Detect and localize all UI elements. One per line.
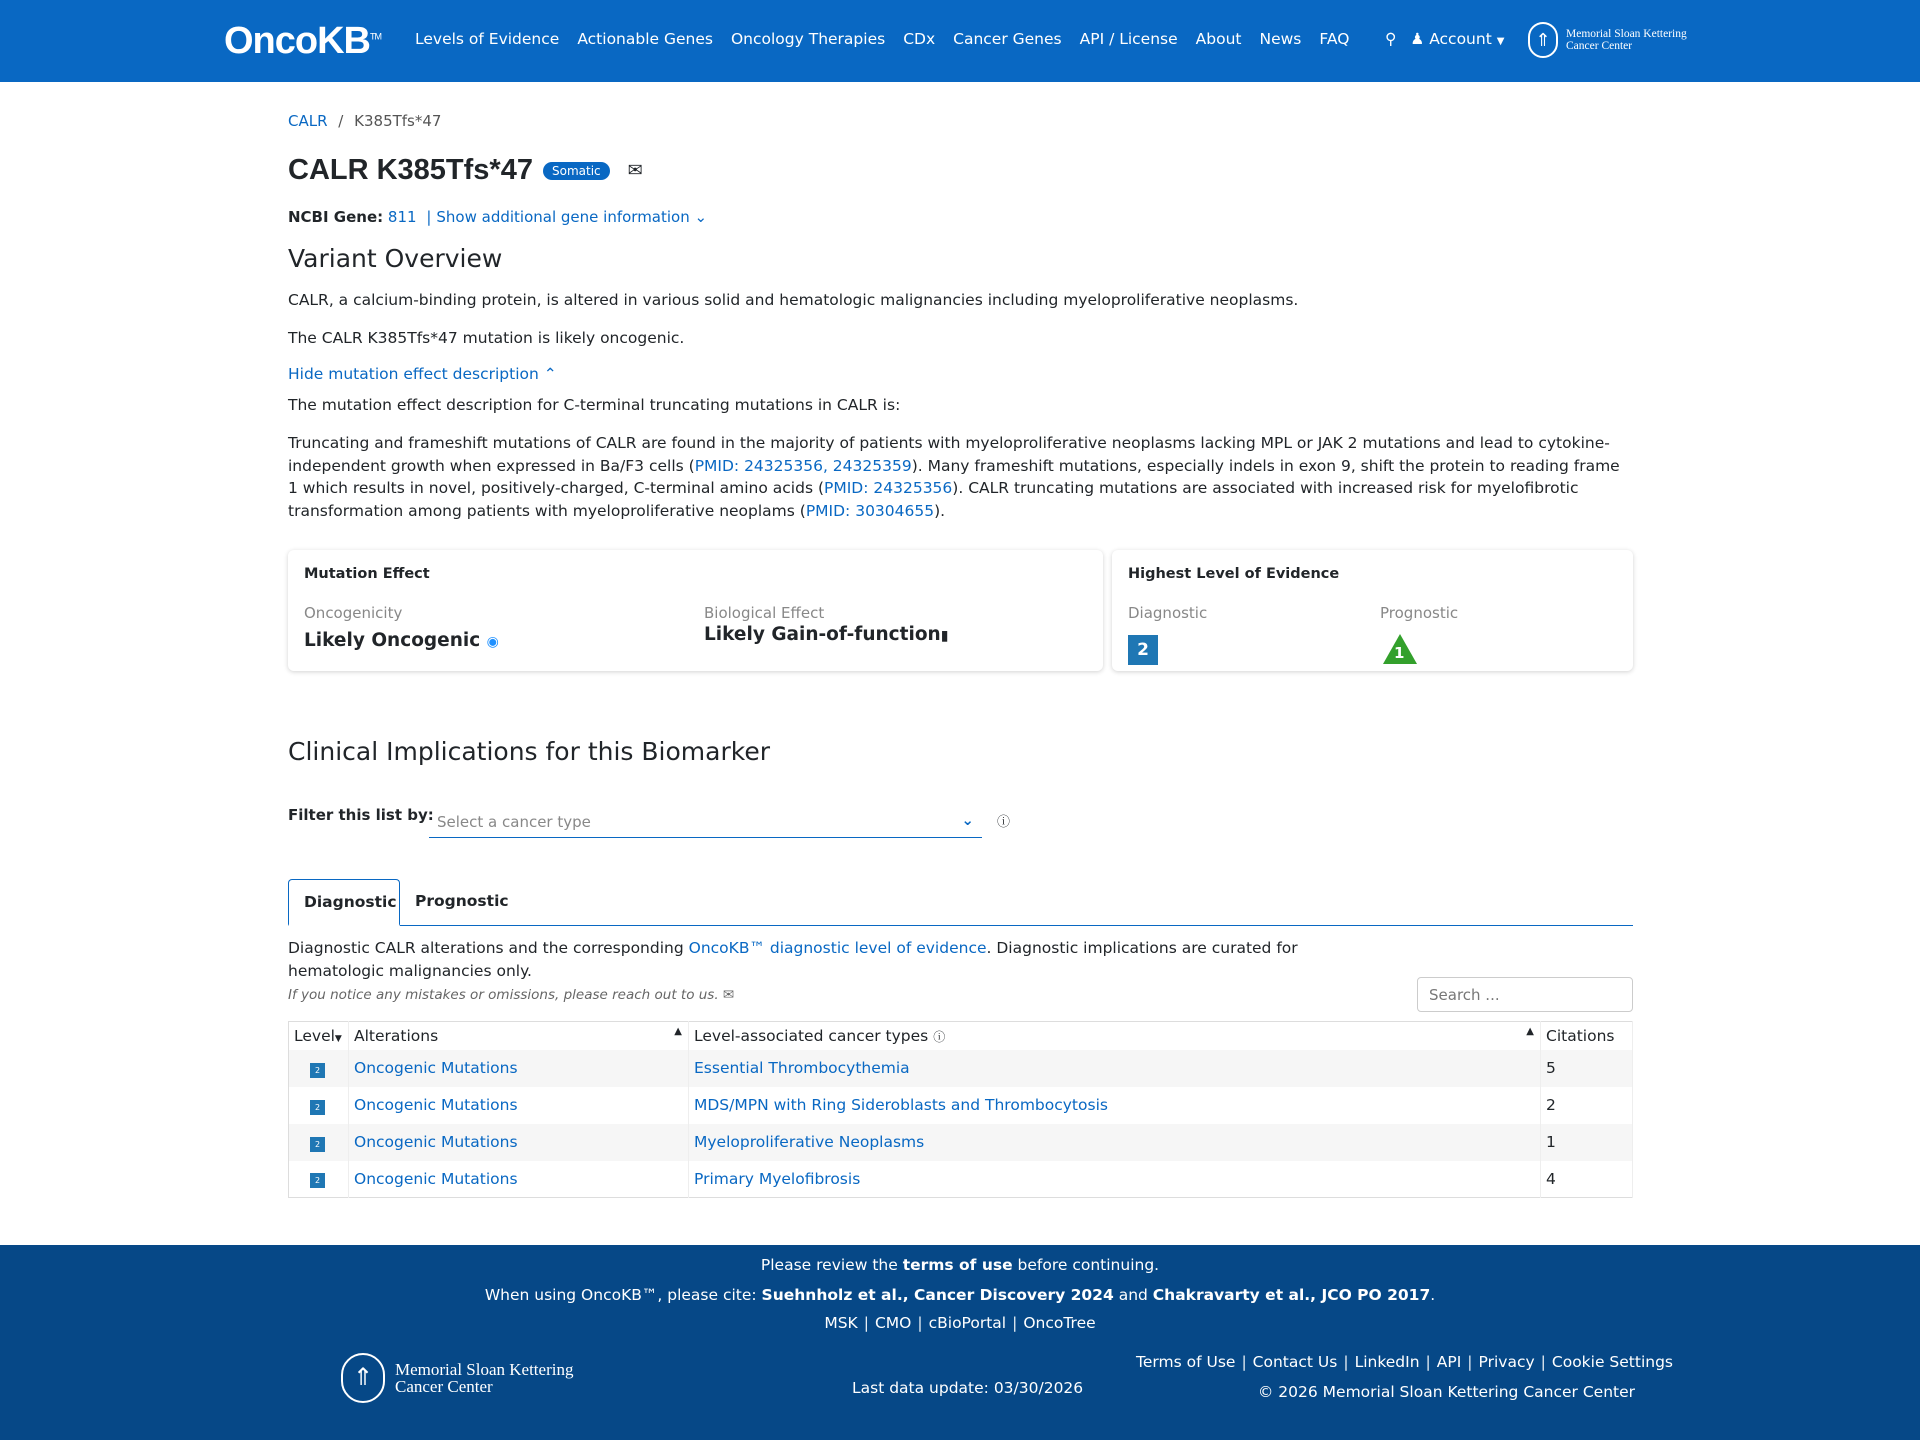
pmid-link[interactable]: PMID: 24325356, 24325359 <box>694 456 912 475</box>
account-label: Account <box>1429 30 1492 48</box>
citations-count[interactable]: 5 <box>1541 1050 1633 1087</box>
footer-link-linkedin[interactable]: LinkedIn <box>1354 1353 1420 1371</box>
citations-count[interactable]: 2 <box>1541 1087 1633 1124</box>
msk-logo[interactable] <box>1528 22 1687 58</box>
msk-line1: Memorial Sloan Kettering <box>395 1360 574 1379</box>
table-row <box>289 1050 1633 1087</box>
implications-table <box>288 1021 1633 1198</box>
nav-news[interactable]: News <box>1259 30 1302 48</box>
citations-count[interactable]: 4 <box>1541 1161 1633 1198</box>
biological-effect-value <box>704 624 948 645</box>
level-2-icon: 2 <box>310 1173 325 1188</box>
top-navbar <box>0 0 1920 82</box>
column-header-citations[interactable]: Citations <box>1541 1022 1633 1050</box>
footer-link-msk[interactable]: MSK <box>824 1314 858 1332</box>
pmid-link[interactable]: PMID: 24325356 <box>824 479 953 497</box>
breadcrumb-gene[interactable]: CALR <box>288 112 328 130</box>
sort-icon: ▲ <box>674 1026 682 1037</box>
mail-icon[interactable]: ✉ <box>722 987 735 1003</box>
desc-text: ). CALR truncating mutations are associated with increased risk for myelofibrotic transformation among patients with myeloproliferative neoplams ( <box>288 479 1579 520</box>
chevron-down-icon: ⌄ <box>961 811 974 829</box>
overview-summary: CALR, a calcium-binding protein, is altered in various solid and hematologic malignancies including myeloproliferative neoplasms. <box>288 291 1299 309</box>
tab-diagnostic[interactable]: Diagnostic <box>288 879 400 926</box>
desc-text: Diagnostic CALR alterations and the corresponding <box>288 939 689 957</box>
msk-line2: Cancer Center <box>395 1377 493 1396</box>
nav-about[interactable]: About <box>1195 30 1242 48</box>
variant-overview-heading: Variant Overview <box>288 244 503 273</box>
hide-mutation-effect-link[interactable] <box>288 365 557 383</box>
diagnostic-label: Diagnostic <box>1128 604 1208 622</box>
alteration-link[interactable]: Oncogenic Mutations <box>354 1059 518 1077</box>
clinical-implications-heading: Clinical Implications for this Biomarker <box>288 737 770 766</box>
nav-menu <box>415 30 1349 48</box>
copyright: © 2026 Memorial Sloan Kettering Cancer Center <box>1257 1383 1635 1401</box>
header-label: Level <box>294 1026 335 1045</box>
msk-footer-logo[interactable] <box>341 1353 573 1403</box>
footer-link-terms[interactable]: Terms of Use <box>1136 1353 1236 1371</box>
mutation-effect-intro: The mutation effect description for C-terminal truncating mutations in CALR is: <box>288 396 901 414</box>
desc-text: Truncating and frameshift mutations of CALR are found in the majority of patients with myeloproliferative neoplasms lacking MPL or JAK 2 mutations and lead to cytokine-independent growth when expressed in Ba/F3 cells ( <box>288 434 1610 475</box>
mutation-effect-description <box>288 432 1633 522</box>
caret-down-icon: ▼ <box>1496 36 1505 47</box>
footer-links-bottom: Terms of Use | Contact Us | LinkedIn | API | Privacy | Cookie Settings <box>1136 1353 1673 1371</box>
breadcrumb-sep: / <box>338 112 344 130</box>
show-gene-info-link[interactable] <box>436 208 707 226</box>
header-label: Level-associated cancer types <box>694 1026 929 1045</box>
citations-count[interactable]: 1 <box>1541 1124 1633 1161</box>
breadcrumb <box>288 112 441 130</box>
select-placeholder: Select a cancer type <box>437 813 591 831</box>
footer-link-cmo[interactable]: CMO <box>874 1314 912 1332</box>
oncogenicity-value <box>304 630 499 651</box>
chevron-up-circle-icon: ⌃ <box>543 365 557 383</box>
msk-line2: Cancer Center <box>1566 40 1633 52</box>
breadcrumb-variant: K385Tfs*47 <box>354 112 442 130</box>
show-gene-info-label: Show additional gene information <box>436 208 690 226</box>
ncbi-gene-link[interactable]: 811 <box>387 208 417 226</box>
info-icon[interactable]: ⓘ <box>933 1029 946 1044</box>
footer-link-oncotree[interactable]: OncoTree <box>1023 1314 1096 1332</box>
chevron-down-circle-icon: ⌄ <box>694 208 708 226</box>
ncbi-gene-row <box>288 208 707 226</box>
logo-text: OncoKB <box>224 20 370 62</box>
ncbi-label: NCBI Gene: <box>288 208 384 226</box>
level-2-icon: 2 <box>310 1100 325 1115</box>
column-header-cancer-types[interactable] <box>689 1022 1541 1050</box>
tab-prognostic[interactable]: Prognostic <box>415 892 509 910</box>
msk-emblem-icon: ⇑ <box>1528 22 1558 58</box>
mail-icon[interactable]: ✉ <box>627 160 643 180</box>
citation-link[interactable]: Suehnholz et al., Cancer Discovery 2024 <box>761 1286 1114 1304</box>
alteration-link[interactable]: Oncogenic Mutations <box>354 1133 518 1151</box>
level-value: 1 <box>1394 644 1405 662</box>
table-row <box>289 1161 1633 1198</box>
oncogenicity-text: Likely Oncogenic <box>304 630 481 651</box>
nav-actionable-genes[interactable]: Actionable Genes <box>577 30 713 48</box>
mutation-effect-card <box>288 550 1103 671</box>
footer <box>0 1245 1920 1440</box>
oncogenicity-label: Oncogenicity <box>304 604 403 622</box>
nav-cdx[interactable]: CDx <box>903 30 936 48</box>
level-2-icon: 2 <box>310 1137 325 1152</box>
oncogenicity-summary: The CALR K385Tfs*47 mutation is likely oncogenic. <box>288 329 685 347</box>
text: Please review the <box>760 1256 903 1274</box>
card-title: Mutation Effect <box>304 566 430 582</box>
text: . <box>1430 1286 1436 1304</box>
nav-cancer-genes[interactable]: Cancer Genes <box>953 30 1062 48</box>
table-search-input[interactable]: Search ... <box>1417 977 1633 1012</box>
terms-notice <box>0 1256 1920 1274</box>
prognostic-label: Prognostic <box>1380 604 1459 622</box>
notice-text <box>288 987 734 1003</box>
footer-link-privacy[interactable]: Privacy <box>1478 1353 1535 1371</box>
sort-desc-icon: ▼ <box>334 1033 342 1044</box>
cancer-type-link[interactable]: Essential Thrombocythemia <box>694 1059 910 1077</box>
cancer-type-link[interactable]: MDS/MPN with Ring Sideroblasts and Thrombocytosis <box>694 1096 1108 1114</box>
terms-of-use-link[interactable]: terms of use <box>902 1256 1013 1274</box>
table-row <box>289 1124 1633 1161</box>
sort-icon: ▲ <box>1526 1026 1534 1037</box>
book-icon[interactable]: ▮ <box>940 628 949 644</box>
footer-link-cookie-settings[interactable]: Cookie Settings <box>1551 1353 1673 1371</box>
footer-link-cbioportal[interactable]: cBioPortal <box>928 1314 1007 1332</box>
column-header-alterations[interactable] <box>349 1022 689 1050</box>
user-icon: ♟ <box>1410 30 1425 48</box>
citation-link[interactable]: Chakravarty et al., JCO PO 2017 <box>1152 1286 1431 1304</box>
alteration-link[interactable]: Oncogenic Mutations <box>354 1169 518 1188</box>
last-data-update: Last data update: 03/30/2026 <box>852 1379 1084 1397</box>
msk-emblem-icon: ⇑ <box>341 1353 385 1403</box>
level-2-icon[interactable]: 2 <box>1128 635 1158 665</box>
level-2-icon: 2 <box>310 1063 325 1078</box>
nav-oncology-therapies[interactable]: Oncology Therapies <box>730 30 886 48</box>
level-1-prognostic-icon[interactable] <box>1383 634 1417 664</box>
desc-text: . Diagnostic implications are curated for hematologic malignancies only. <box>288 939 1298 980</box>
search-icon[interactable]: ⚲ <box>1385 30 1397 48</box>
filter-label: Filter this list by: <box>288 806 434 824</box>
separator: | <box>426 208 432 226</box>
trademark: TM <box>370 31 381 42</box>
notice-label: If you notice any mistakes or omissions, please reach out to us. <box>288 987 719 1003</box>
oncokb-logo[interactable] <box>224 20 381 63</box>
cancer-type-link[interactable]: Myeloproliferative Neoplasms <box>694 1133 925 1151</box>
alteration-link[interactable]: Oncogenic Mutations <box>354 1096 518 1114</box>
hide-link-label: Hide mutation effect description <box>288 365 539 383</box>
diagnostic-description <box>288 937 1348 982</box>
card-title: Highest Level of Evidence <box>1128 566 1340 582</box>
somatic-badge: Somatic <box>543 162 610 180</box>
tabs <box>288 879 1633 926</box>
header-label: Alterations <box>354 1026 439 1045</box>
page-title: CALR K385Tfs*47 <box>288 154 533 186</box>
biological-effect-label: Biological Effect <box>704 604 825 622</box>
nav-faq[interactable]: FAQ <box>1319 30 1350 48</box>
footer-link-api[interactable]: API <box>1436 1353 1462 1371</box>
nav-api-license[interactable]: API / License <box>1079 30 1178 48</box>
footer-links-top: MSK | CMO | cBioPortal | OncoTree <box>824 1314 1096 1332</box>
table-row <box>289 1087 1633 1124</box>
biological-effect-text: Likely Gain-of-function <box>704 624 941 645</box>
desc-text: ). <box>934 501 946 520</box>
text: and <box>1113 1286 1153 1304</box>
footer-link-contact[interactable]: Contact Us <box>1252 1353 1338 1371</box>
highest-level-card <box>1112 550 1633 671</box>
column-header-level[interactable] <box>289 1022 349 1050</box>
cancer-type-link[interactable]: Primary Myelofibrosis <box>694 1169 861 1188</box>
desc-text: ). Many frameshift mutations, especially indels in exon 9, shift the protein to reading frame 1 which results in novel, positively-charged, C-terminal amino acids ( <box>288 456 1620 497</box>
msk-line1: Memorial Sloan Kettering <box>1566 28 1687 40</box>
cancer-type-select[interactable] <box>429 806 982 838</box>
info-icon[interactable]: ⓘ <box>997 815 1011 830</box>
account-menu[interactable] <box>1410 30 1504 48</box>
nav-levels-of-evidence[interactable]: Levels of Evidence <box>415 30 560 48</box>
page-title-row <box>288 154 643 187</box>
levels-of-evidence-link[interactable]: OncoKB™ diagnostic level of evidence <box>688 939 987 957</box>
text: before continuing. <box>1012 1256 1160 1274</box>
oncogenic-icon: ◉ <box>486 634 499 650</box>
citation-notice <box>0 1286 1920 1304</box>
pmid-link[interactable]: PMID: 30304655 <box>805 501 935 520</box>
text: When using OncoKB™, please cite: <box>484 1286 762 1304</box>
